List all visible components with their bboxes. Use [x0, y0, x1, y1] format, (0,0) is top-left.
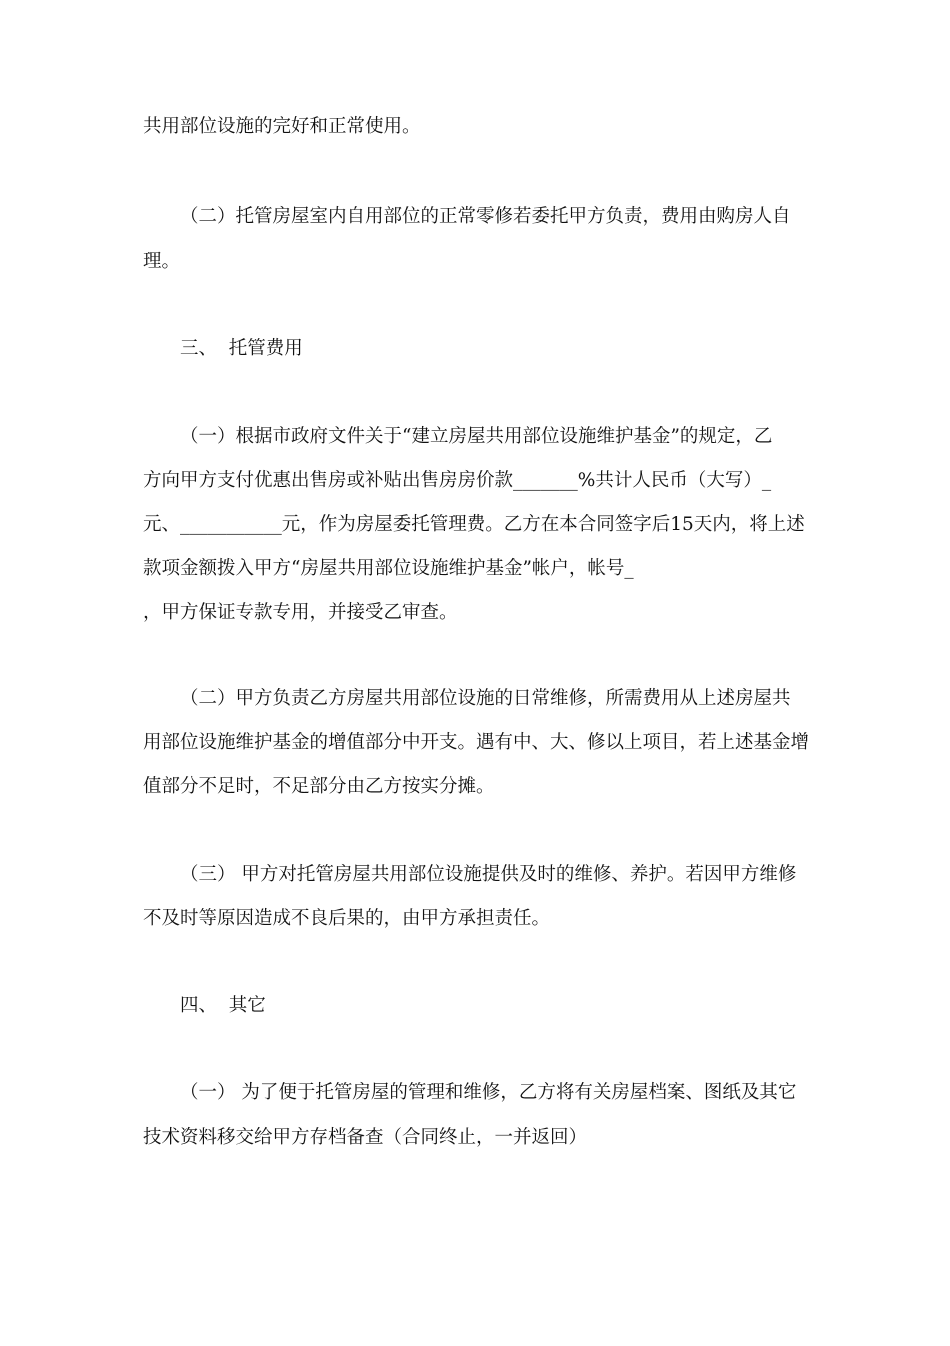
- paragraph-line: 款项金额拨入甲方“房屋共用部位设施维护基金”帐户，帐号_: [143, 558, 634, 579]
- paragraph-line: ，甲方保证专款专用，并接受乙审查。: [143, 602, 458, 623]
- paragraph-line: （三） 甲方对托管房屋共用部位设施提供及时的维修、养护。若因甲方维修: [180, 864, 797, 885]
- paragraph-line: 元、___________元，作为房屋委托管理费。乙方在本合同签字后15天内，将上述: [143, 514, 805, 535]
- paragraph-line: （一） 为了便于托管房屋的管理和维修，乙方将有关房屋档案、图纸及其它: [180, 1082, 797, 1103]
- paragraph-line: 共用部位设施的完好和正常使用。: [143, 116, 421, 137]
- section-heading: 四、 其它: [180, 995, 266, 1016]
- paragraph-line: 方向甲方支付优惠出售房或补贴出售房房价款_______%共计人民币（大写）_: [143, 470, 772, 491]
- paragraph-line: 值部分不足时，不足部分由乙方按实分摊。: [143, 776, 495, 797]
- paragraph-line: 理。: [143, 251, 181, 272]
- paragraph-line: （二）甲方负责乙方房屋共用部位设施的日常维修，所需费用从上述房屋共: [180, 688, 791, 709]
- paragraph-line: 技术资料移交给甲方存档备查（合同终止，一并返回）: [143, 1127, 588, 1148]
- paragraph-line: 用部位设施维护基金的增值部分中开支。遇有中、大、修以上项目，若上述基金增: [143, 732, 810, 753]
- paragraph-line: 不及时等原因造成不良后果的，由甲方承担责任。: [143, 908, 551, 929]
- paragraph-line: （一）根据市政府文件关于“建立房屋共用部位设施维护基金”的规定，乙: [180, 426, 773, 447]
- paragraph-line: （二）托管房屋室内自用部位的正常零修若委托甲方负责，费用由购房人自: [180, 206, 791, 227]
- section-heading: 三、 托管费用: [180, 338, 303, 359]
